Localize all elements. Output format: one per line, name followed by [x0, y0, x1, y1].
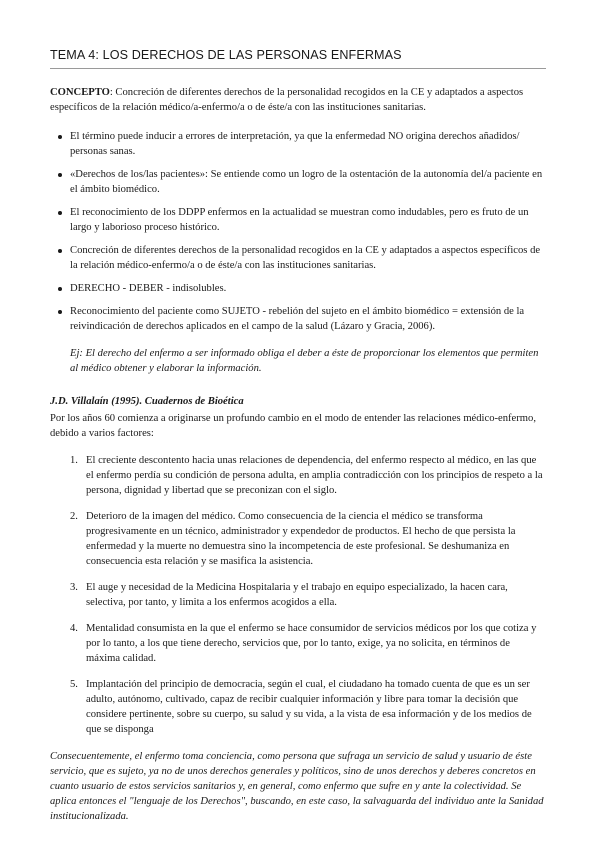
bullet-dot-icon	[58, 249, 62, 253]
bullet-item	[50, 281, 546, 296]
factor-number: 1.	[70, 455, 78, 466]
factor-item	[50, 580, 546, 610]
bullet-dot-icon	[58, 211, 62, 215]
bullet-dot-icon	[58, 310, 62, 314]
bullet-text: El término puede inducir a errores de interpretación, ya que la enfermedad NO origina derechos añadidos/ personas sanas.	[70, 131, 520, 157]
factor-number: 4.	[70, 623, 78, 634]
factor-item	[50, 509, 546, 569]
factor-number: 2.	[70, 511, 78, 522]
bullet-item	[50, 167, 546, 197]
concept-paragraph	[50, 85, 546, 115]
factor-item	[50, 677, 546, 737]
bullet-text: El reconocimiento de los DDPP enfermos en la actualidad se muestran como indudables, pero es fruto de un largo y laborioso proceso histórico.	[70, 207, 529, 233]
factor-number: 3.	[70, 582, 78, 593]
bullet-item	[50, 205, 546, 235]
bullet-text: Concreción de diferentes derechos de la personalidad recogidos en la CE y adaptados a aspectos específicos de la relación médico-enfermo/a o de éste/a con las instituciones sanitarias.	[70, 245, 541, 271]
example-note: Ej: El derecho del enfermo a ser informado obliga el deber a éste de proporcionar los elementos que permiten al médico obtener y elaborar la información.	[70, 348, 539, 374]
factor-text: Mentalidad consumista en la que el enfermo se hace consumidor de servicios médicos por los que cotiza y por lo tanto, a los que tiene derecho, servicios que, por lo tanto, exige, ya no solicita, en términos de máxima calidad.	[86, 623, 537, 664]
bullet-item	[50, 129, 546, 159]
page-title: TEMA 4: LOS DERECHOS DE LAS PERSONAS ENFERMAS	[50, 48, 546, 69]
bullet-dot-icon	[58, 135, 62, 139]
concept-text: : Concreción de diferentes derechos de la personalidad recogidos en la CE y adaptados a aspectos específicos de la relación médico/a-enfermo/a o de éste/a con las instituciones sanitarias.	[50, 87, 524, 113]
bullet-item	[50, 304, 546, 334]
section-subheading: J.D. Villalaín (1995). Cuadernos de Bioética	[50, 396, 244, 407]
document-page	[50, 48, 546, 835]
factors-list	[50, 453, 546, 737]
factor-item	[50, 621, 546, 666]
closing-paragraph: Consecuentemente, el enfermo toma conciencia, como persona que sufraga un servicio de salud y usuario de éste servicio, que es sujeto, ya no de unos derechos generales y políticos, sino de unos derechos y deberes concretos en cuanto usuario de estos servicios sanitarios y, en general, como enfermo que sufre en y ante la colectividad. Se aplica entonces el "lenguaje de los Derechos", buscando, en este caso, la salvaguarda del individuo ante la Sanidad institucionalizada.	[50, 751, 544, 822]
factor-text: El auge y necesidad de la Medicina Hospitalaria y el trabajo en equipo especializado, la hacen cara, selectiva, por tanto, y limita a los enfermos acogidos a ella.	[86, 582, 508, 608]
factor-number: 5.	[70, 679, 78, 690]
intro-paragraph: Por los años 60 comienza a originarse un profundo cambio en el modo de entender las relaciones médico-enfermo, debido a varios factores:	[50, 413, 536, 439]
bullet-item	[50, 243, 546, 273]
bullet-text: Reconocimiento del paciente como SUJETO - rebelión del sujeto en el ámbito biomédico = extensión de la reivindicación de derechos aplicados en el campo de la salud (Lázaro y Gracia, 2006).	[70, 306, 525, 332]
factor-item	[50, 453, 546, 498]
concept-label: CONCEPTO	[50, 87, 110, 98]
factor-text: El creciente descontento hacia unas relaciones de dependencia, del enfermo respecto al médico, en las que el enfermo perdía su condición de persona adulta, en amplia contradicción con los principios de respeto a la persona, dignidad y libertad que se preconizan con el siglo.	[86, 455, 543, 496]
bullet-dot-icon	[58, 173, 62, 177]
bullet-text: «Derechos de los/las pacientes»: Se entiende como un logro de la ostentación de la autonomía del/a paciente en el ámbito biomédico.	[70, 169, 543, 195]
bullet-list	[50, 129, 546, 334]
factor-text: Implantación del principio de democracia, según el cual, el ciudadano ha tomado cuenta de que es un ser adulto, autónomo, cultivado, capaz de recibir cualquier información y libre para tomar la decisión que considere pertinente, sobre su cuerpo, su salud y su vida, a la vista de esa información y de los medios de que se disponga	[86, 679, 532, 735]
factor-text: Deterioro de la imagen del médico. Como consecuencia de la ciencia el médico se transforma progresivamente en un técnico, administrador y expendedor de productos. El hecho de que persista la enfermedad y la muerte no demuestra sino la incompetencia de este profesional. Se deshumaniza en consecuencia esta relación y se masifica la asistencia.	[86, 511, 516, 567]
bullet-dot-icon	[58, 287, 62, 291]
bullet-text: DERECHO - DEBER - indisolubles.	[70, 283, 227, 294]
